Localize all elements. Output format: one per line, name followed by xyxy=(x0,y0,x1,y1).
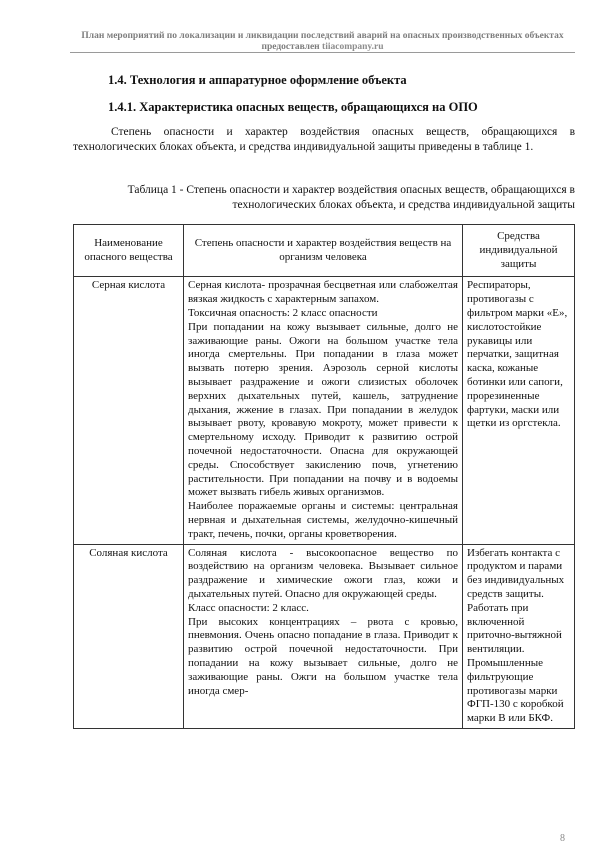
section-heading: 1.4. Технология и аппаратурное оформление объекта xyxy=(108,73,407,87)
hazardous-substances-table xyxy=(73,224,575,729)
page-number: 8 xyxy=(560,833,565,844)
header-title: План мероприятий по локализации и ликвидации последствий аварий на опасных производственных объектах xyxy=(81,31,564,41)
table-header-row xyxy=(74,225,575,277)
header-prefix: предоставлен xyxy=(261,41,320,52)
substance-name: Серная кислота xyxy=(74,277,184,544)
hazard-class: Класс опасности: 2 класс. xyxy=(188,601,309,614)
hazard-paragraph: Серная кислота- прозрачная бесцветная или слабожелтая вязкая жидкость с характерным запахом. xyxy=(188,279,458,306)
intro-paragraph: Степень опасности и характер воздействия опасных веществ, обращающихся в технологических блоках объекта, и средства индивидуальной защиты приведены в таблице 1. xyxy=(73,126,575,153)
hazard-class: Токсичная опасность: 2 класс опасности xyxy=(188,306,378,319)
hazard-paragraph: Соляная кислота - высокоопасное вещество по воздействию на организм человека. Вызывает сильное раздражение и химические ожоги глаз, кожи и дыхательных путей. Опасно для окружающей среды. xyxy=(188,546,458,600)
hazard-paragraph: При попадании на кожу вызывает сильные, долго не заживающие раны. Ожоги на большом участке тела иногда смертельны. При попадании в глаза может вызвать потерю зрения. Аэрозоль серной кислоты вызывает раздражение и ожоги слизистых оболочек верхних дыхательных путей, кашель, затруднение дыхания, жжение в глазах. При попадании в желудок вызывает рвоту, кровавую мокроту, может привести к смертельному исходу. Приводит к развитию острой почечной недостаточности. Опасна для окружающей среды. Способствует закислению почв, угнетению растительности. При попадании на почву и в водоемы может вызвать гибель живых организмов. xyxy=(188,320,458,499)
table-row xyxy=(74,544,575,728)
ppe-description: Респираторы, противогазы с фильтром марки «Е», кислотостойкие рукавицы или перчатки, защитная каска, кожаные ботинки или сапоги, прорезиненные фартуки, маски или щетки из оргстекла. xyxy=(463,277,575,544)
document-header xyxy=(70,31,575,52)
table-row xyxy=(74,277,575,544)
subsection-heading: 1.4.1. Характеристика опасных веществ, обращающихся на ОПО xyxy=(108,100,478,114)
hazard-paragraph: При высоких концентрациях – рвота с кровью, пневмония. Очень опасно попадание в глаза. Приводит к развитию острой почечной недостаточности. При попадании на кожу вызывает сильные, долго не заживающие раны. Ожги на большом участке тела иногда смер- xyxy=(188,615,458,697)
column-header-ppe: Средства индивидуальной защиты xyxy=(463,225,575,277)
column-header-hazard: Степень опасности и характер воздействия веществ на организм человека xyxy=(184,225,463,277)
affected-organs: Наиболее поражаемые органы и системы: центральная нервная и дыхательная системы, желудочно-кишечный тракт, печень, почки, органы кроветворения. xyxy=(188,500,458,540)
hazard-description xyxy=(184,544,463,728)
header-source xyxy=(70,42,575,53)
table-caption: Таблица 1 - Степень опасности и характер воздействия опасных веществ, обращающихся в технологических блоках объекта, и средства индивидуальной защиты xyxy=(127,184,575,211)
header-divider xyxy=(70,52,575,53)
source-link[interactable]: tiiacompany.ru xyxy=(322,41,384,52)
substance-name: Соляная кислота xyxy=(74,544,184,728)
ppe-description: Избегать контакта с продуктом и парами без индивидуальных средств защиты. Работать при включенной приточно-вытяжной вентиляции. Промышленные фильтрующие противогазы марки ФГП-130 с коробкой марки В или БКФ. xyxy=(463,544,575,728)
hazard-description xyxy=(184,277,463,544)
column-header-substance: Наименование опасного вещества xyxy=(74,225,184,277)
